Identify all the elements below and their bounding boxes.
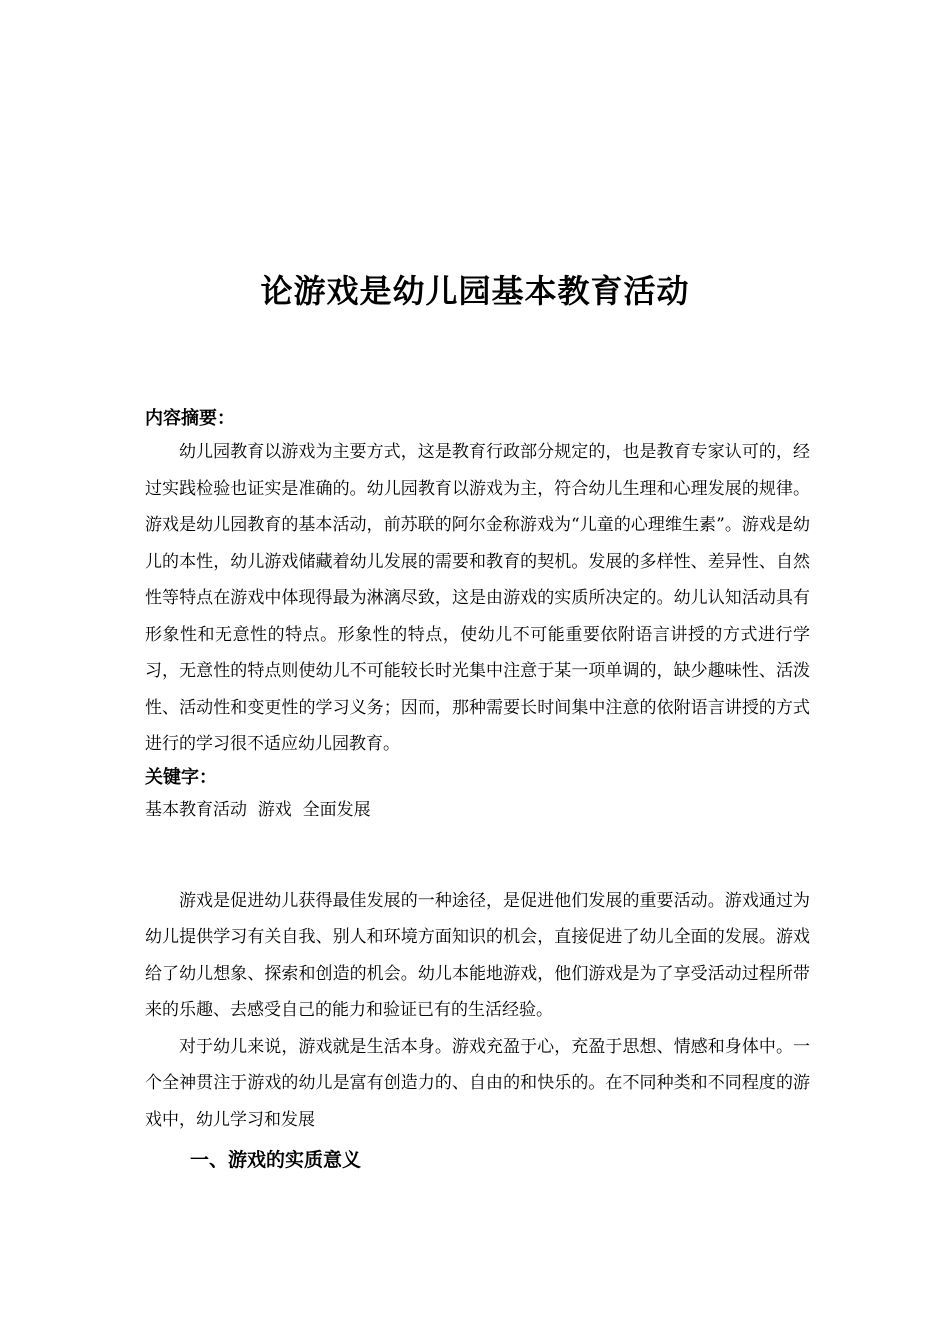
keywords-heading: 关键字： [145, 766, 217, 788]
document-title: 论游戏是幼儿园基本教育活动 [260, 272, 690, 311]
abstract-heading: 内容摘要： [145, 408, 235, 429]
section-heading: 一、游戏的实质意义 [190, 1149, 362, 1171]
section-gap [145, 827, 810, 883]
abstract-text: 幼儿园教育以游戏为主要方式，这是教育行政部分规定的，也是教育专家认可的，经过实践检验也证实是准确的。幼儿园教育以游戏为主，符合幼儿生理和心理发展的规律。游戏是幼儿园教育的基本活动，前苏联的阿尔金称游戏为“儿童的心理维生素”。游戏是幼儿的本性，幼儿游戏储藏着幼儿发展的需要和教育的契机。发展的多样性、差异性、自然性等特点在游戏中体现得最为淋漓尽致，这是由游戏的实质所决定的。幼儿认知活动具有形象性和无意性的特点。形象性的特点，使幼儿不可能重要依附语言讲授的方式进行学习，无意性的特点则使幼儿不可能较长时光集中注意于某一项单调的，缺少趣味性、活泼性、活动性和变更性的学习义务；因而，那种需要长时间集中注意的依附语言讲授的方式进行的学习很不适应幼儿园教育。 [145, 442, 810, 754]
document-body [145, 404, 810, 1178]
keywords-text: 基本教育活动 游戏 全面发展 [145, 799, 371, 820]
body-paragraph-1: 游戏是促进幼儿获得最佳发展的一种途径，是促进他们发展的重要活动。游戏通过为幼儿提供学习有关自我、别人和环境方面知识的机会，直接促进了幼儿全面的发展。游戏给了幼儿想象、探索和创造的机会。幼儿本能地游戏，他们游戏是为了享受活动过程所带来的乐趣、去感受自己的能力和验证已有的生活经验。 [145, 890, 810, 1020]
body-paragraph-2: 对于幼儿来说，游戏就是生活本身。游戏充盈于心，充盈于思想、情感和身体中。一个全神贯注于游戏的幼儿是富有创造力的、自由的和快乐的。在不同种类和不同程度的游戏中，幼儿学习和发展 [145, 1036, 810, 1130]
